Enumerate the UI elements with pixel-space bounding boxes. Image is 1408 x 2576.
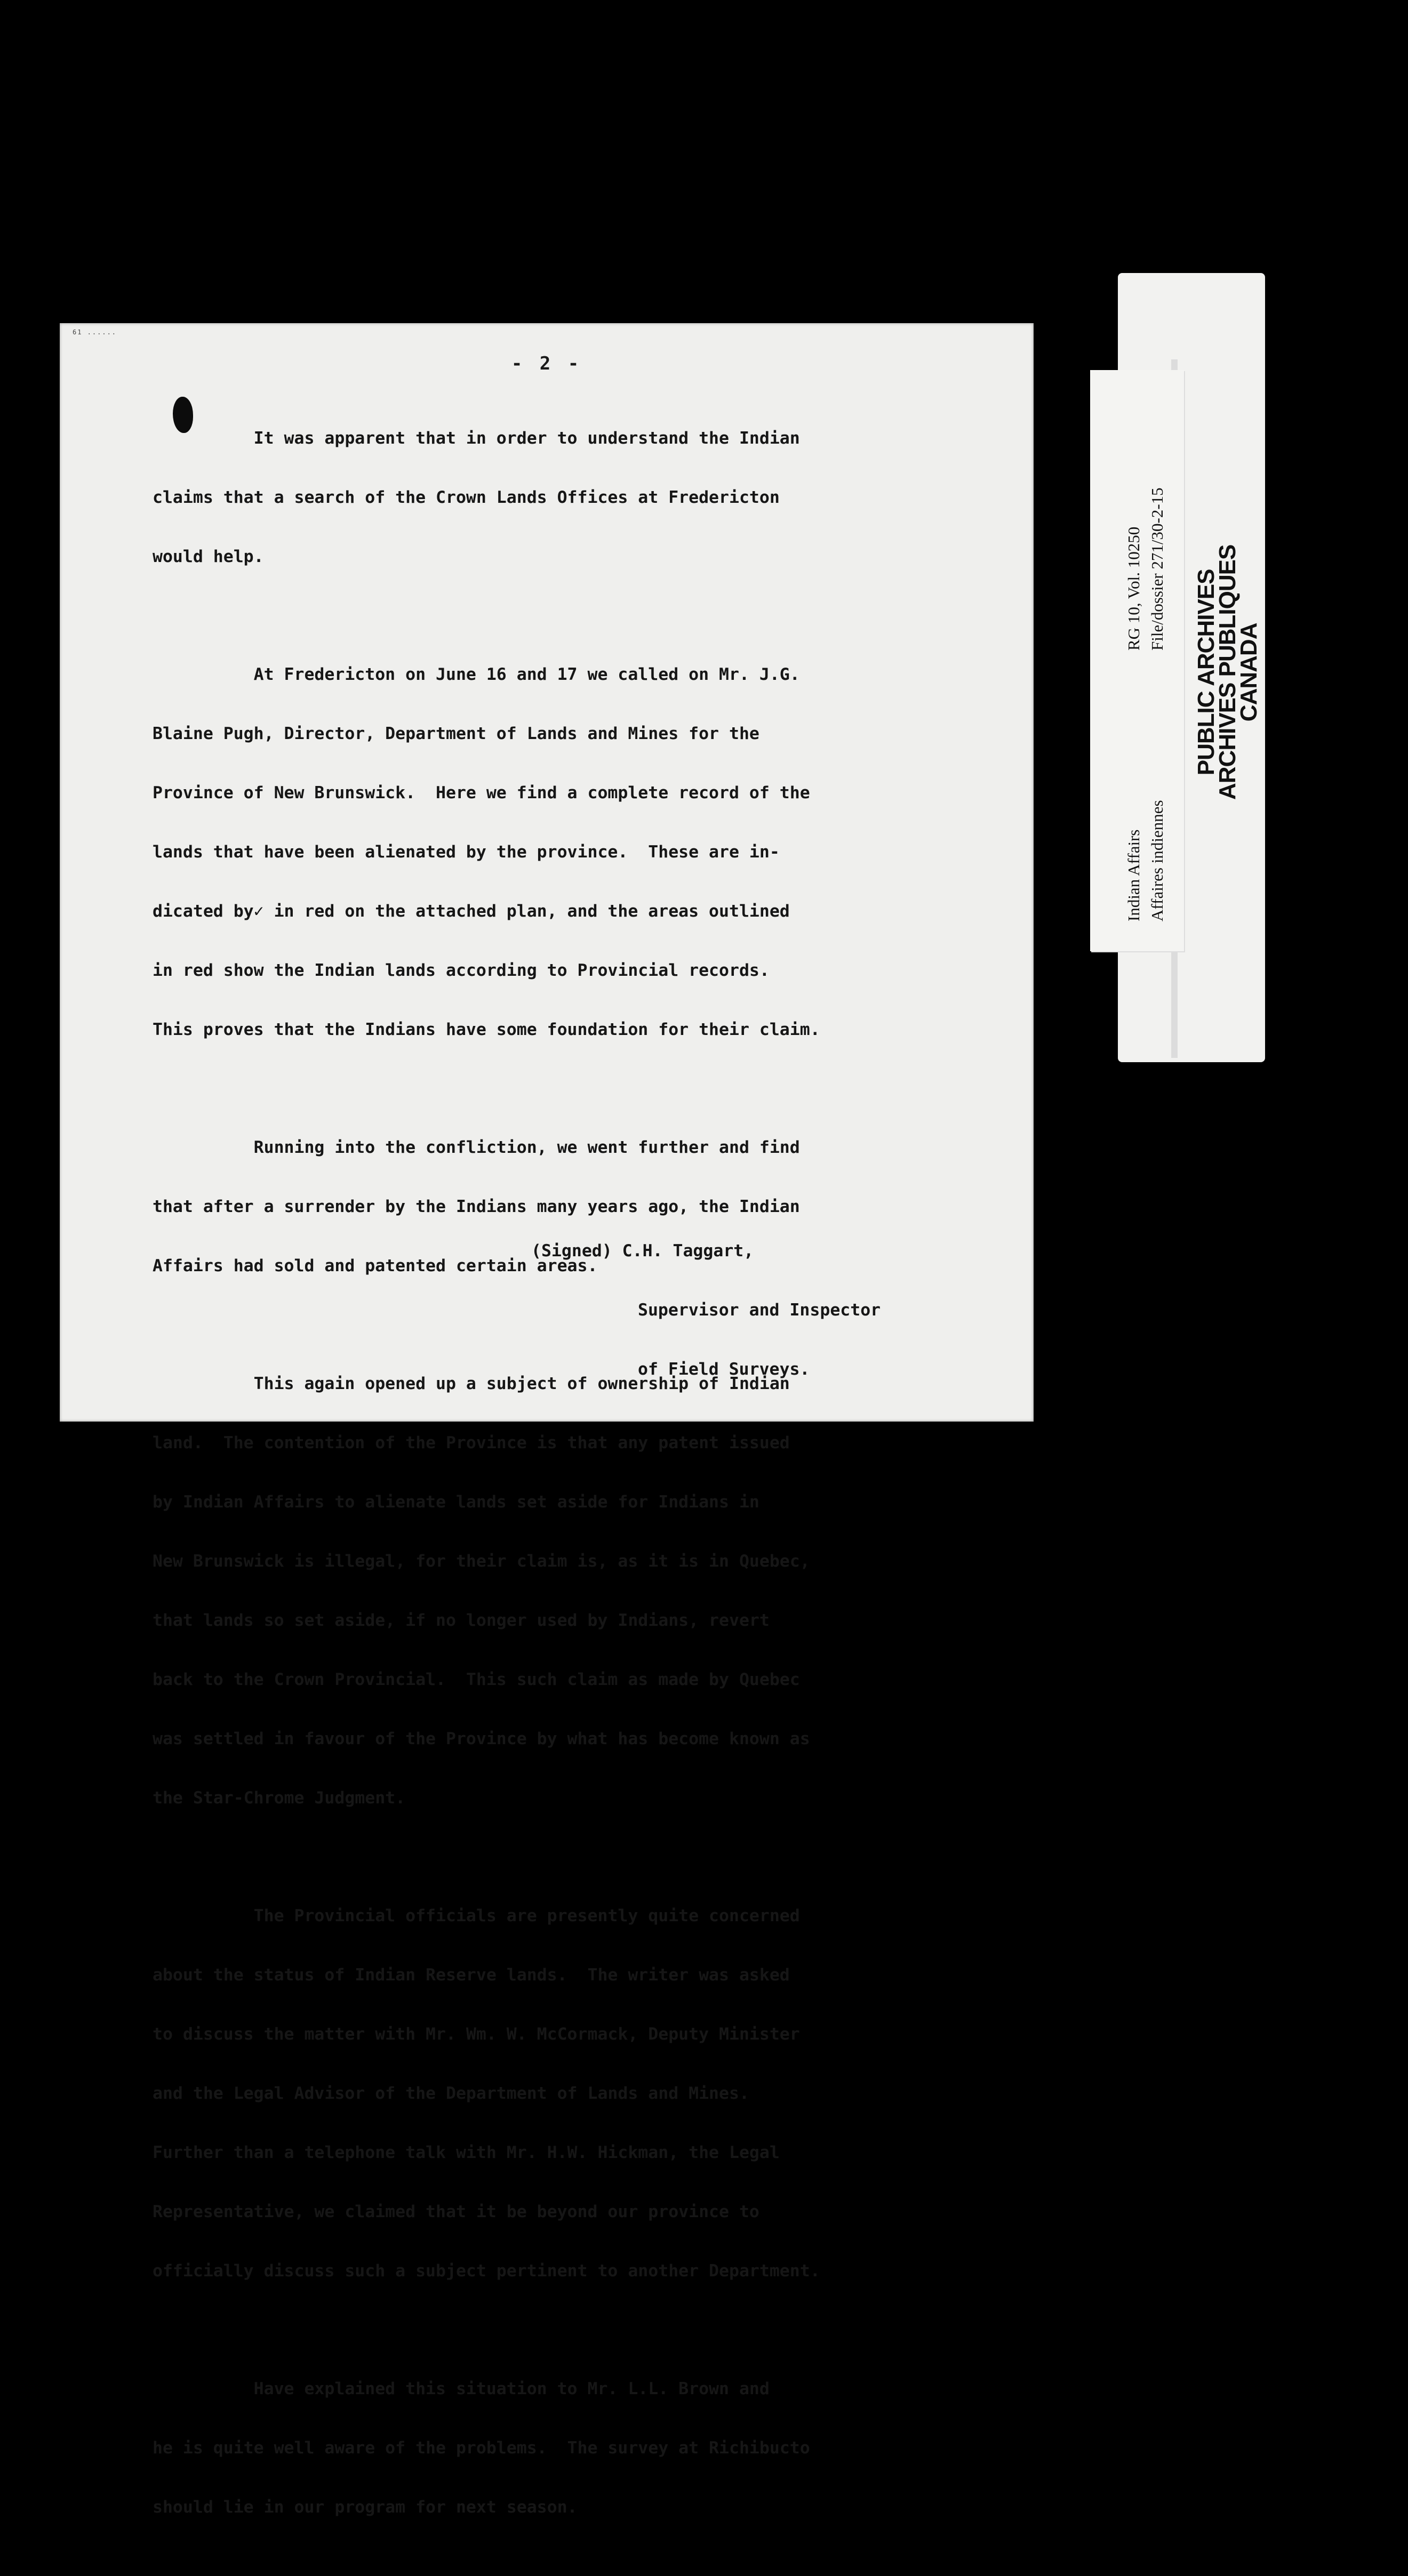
archive-reference xyxy=(1122,487,1169,651)
text-line: to discuss the matter with Mr. Wm. W. McCormack, Deputy Minister xyxy=(153,2025,800,2044)
department-line: Indian Affairs xyxy=(1124,829,1143,921)
text-line: was settled in favour of the Province by what has become known as xyxy=(153,1729,810,1748)
text-line: lands that have been alienated by the province. These are in- xyxy=(153,842,780,862)
reference-line: File/dossier 271/30-2-15 xyxy=(1148,487,1166,651)
text-line: The Provincial officials are presently quite concerned xyxy=(153,1906,800,1925)
paragraph-5 xyxy=(153,1867,1006,2321)
text-line: This again opened up a subject of ownership of Indian xyxy=(153,1374,790,1393)
reference-line: RG 10, Vol. 10250 xyxy=(1124,526,1143,651)
text-line: in red show the Indian lands according to Provincial records. xyxy=(153,961,770,980)
text-line: Representative, we claimed that it be beyond our province to xyxy=(153,2202,759,2221)
text-line: that after a surrender by the Indians many years ago, the Indian xyxy=(153,1197,800,1216)
paragraph-6 xyxy=(153,2340,1006,2557)
text-line: the Star-Chrome Judgment. xyxy=(153,1788,406,1808)
text-line: At Fredericton on June 16 and 17 we called on Mr. J.G. xyxy=(153,665,800,684)
archives-line: PUBLIC ARCHIVES xyxy=(1193,569,1219,776)
signature-title-continued: of Field Surveys. xyxy=(638,1360,810,1379)
text-line: land. The contention of the Province is that any patent issued xyxy=(153,1433,790,1452)
archives-line: CANADA xyxy=(1236,623,1262,722)
document-page xyxy=(60,323,1034,2517)
text-line: and the Legal Advisor of the Department of Lands and Mines. xyxy=(153,2084,749,2103)
department-line: Affaires indiennes xyxy=(1148,800,1166,921)
signature-block xyxy=(531,1202,881,1419)
archive-department xyxy=(1122,800,1169,921)
text-line: back to the Crown Provincial. This such claim as made by Quebec xyxy=(153,1670,800,1689)
text-line: that lands so set aside, if no longer used by Indians, revert xyxy=(153,1611,770,1630)
paragraph-1 xyxy=(153,389,1006,606)
signature-name: (Signed) C.H. Taggart, xyxy=(531,1241,754,1261)
text-line: Have explained this situation to Mr. L.L. Brown and xyxy=(153,2379,770,2398)
text-line: Blaine Pugh, Director, Department of Lands and Mines for the xyxy=(153,724,759,743)
text-line: Affairs had sold and patented certain areas. xyxy=(153,1256,598,1275)
text-line: about the status of Indian Reserve lands. The writer was asked xyxy=(153,1965,790,1985)
text-line: by Indian Affairs to alienate lands set aside for Indians in xyxy=(153,1492,759,1512)
text-line: Further than a telephone talk with Mr. H.W. Hickman, the Legal xyxy=(153,2143,780,2162)
signature-title: Supervisor and Inspector xyxy=(638,1301,881,1320)
text-line: officially discuss such a subject pertinent to another Department. xyxy=(153,2261,820,2281)
text-line: This proves that the Indians have some foundation for their claim. xyxy=(153,1020,820,1039)
text-line: It was apparent that in order to understand the Indian xyxy=(153,429,800,448)
page-corner-mark: 61 ...... xyxy=(73,328,117,336)
archives-line: ARCHIVES PUBLIQUES xyxy=(1214,544,1241,800)
text-line: dicated by✓ in red on the attached plan, and the areas outlined xyxy=(153,902,790,921)
text-line: New Brunswick is illegal, for their claim is, as it is in Quebec, xyxy=(153,1552,810,1571)
text-line: claims that a search of the Crown Lands Offices at Fredericton xyxy=(153,488,780,507)
letter-body xyxy=(153,389,1006,2576)
page-number: - 2 - xyxy=(511,353,582,374)
text-line: Province of New Brunswick. Here we find a complete record of the xyxy=(153,783,810,803)
text-line: Running into the confliction, we went further and find xyxy=(153,1138,800,1157)
text-line: would help. xyxy=(153,547,264,566)
archives-stamp xyxy=(1193,544,1262,800)
paragraph-2 xyxy=(153,625,1006,1079)
text-line: should lie in our program for next season. xyxy=(153,2498,578,2517)
text-line: he is quite well aware of the problems. The survey at Richibucto xyxy=(153,2438,810,2458)
